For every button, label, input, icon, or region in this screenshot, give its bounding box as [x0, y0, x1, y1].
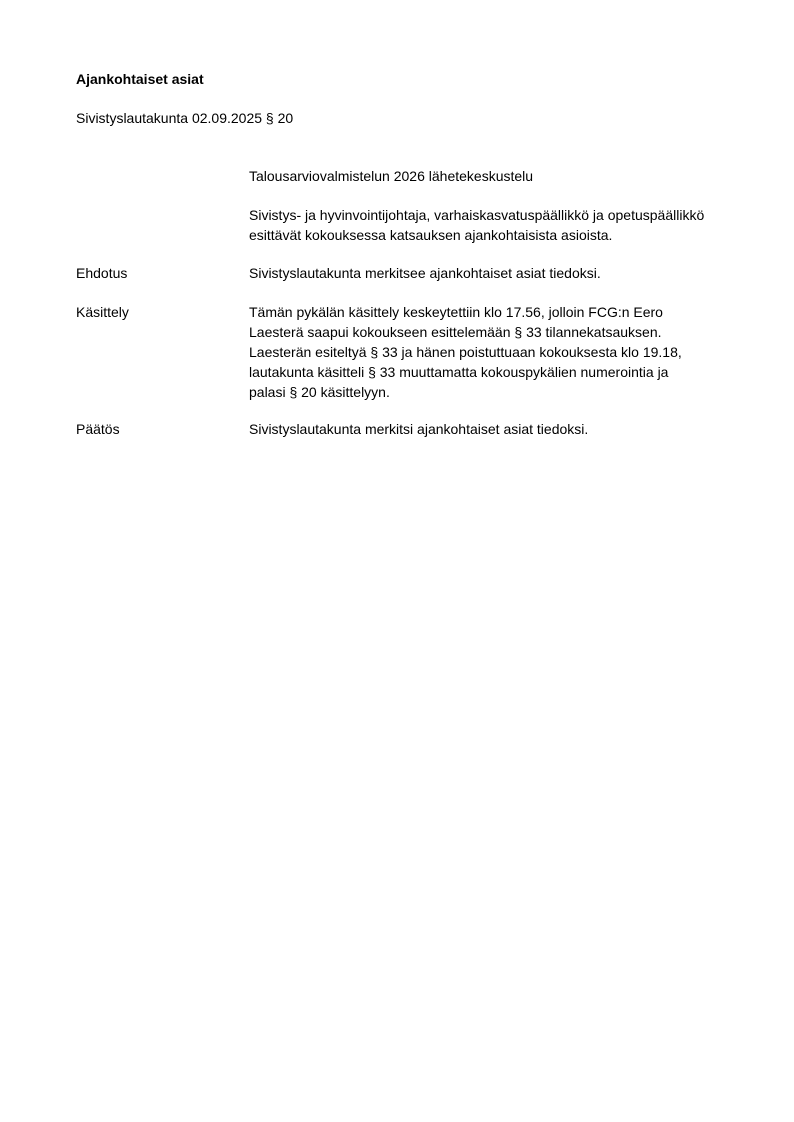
intro-line: esittävät kokouksessa katsauksen ajankohtaisista asioista. [249, 227, 613, 243]
section-line: Laesterän esiteltyä § 33 ja hänen poistuttuaan kokouksesta klo 19.18, [249, 344, 682, 360]
subject-line: Talousarviovalmistelun 2026 lähetekeskustelu [249, 168, 534, 184]
section-label-kasittely: Käsittely [76, 304, 129, 320]
section-line: Sivistyslautakunta merkitsee ajankohtaiset asiat tiedoksi. [249, 265, 601, 281]
subject-text [249, 166, 749, 186]
section-line: Sivistyslautakunta merkitsi ajankohtaiset asiat tiedoksi. [249, 421, 589, 437]
section-body-ehdotus [249, 263, 749, 283]
section-line: Laesterä saapui kokoukseen esittelemään § 33 tilannekatsauksen. [249, 324, 662, 340]
section-body-kasittely [249, 302, 749, 402]
meeting-reference: Sivistyslautakunta 02.09.2025 § 20 [76, 110, 294, 126]
section-label-ehdotus: Ehdotus [76, 265, 128, 281]
section-body-paatos [249, 419, 749, 439]
section-label-paatos: Päätös [76, 421, 120, 437]
section-line: Tämän pykälän käsittely keskeytettiin klo 17.56, jolloin FCG:n Eero [249, 304, 663, 320]
intro-paragraph [249, 205, 749, 245]
section-line: lautakunta käsitteli § 33 muuttamatta kokouspykälien numerointia ja [249, 364, 669, 380]
section-line: palasi § 20 käsittelyyn. [249, 384, 390, 400]
intro-line: Sivistys- ja hyvinvointijohtaja, varhaiskasvatuspäällikkö ja opetuspäällikkö [249, 207, 705, 223]
document-heading: Ajankohtaiset asiat [76, 71, 204, 87]
